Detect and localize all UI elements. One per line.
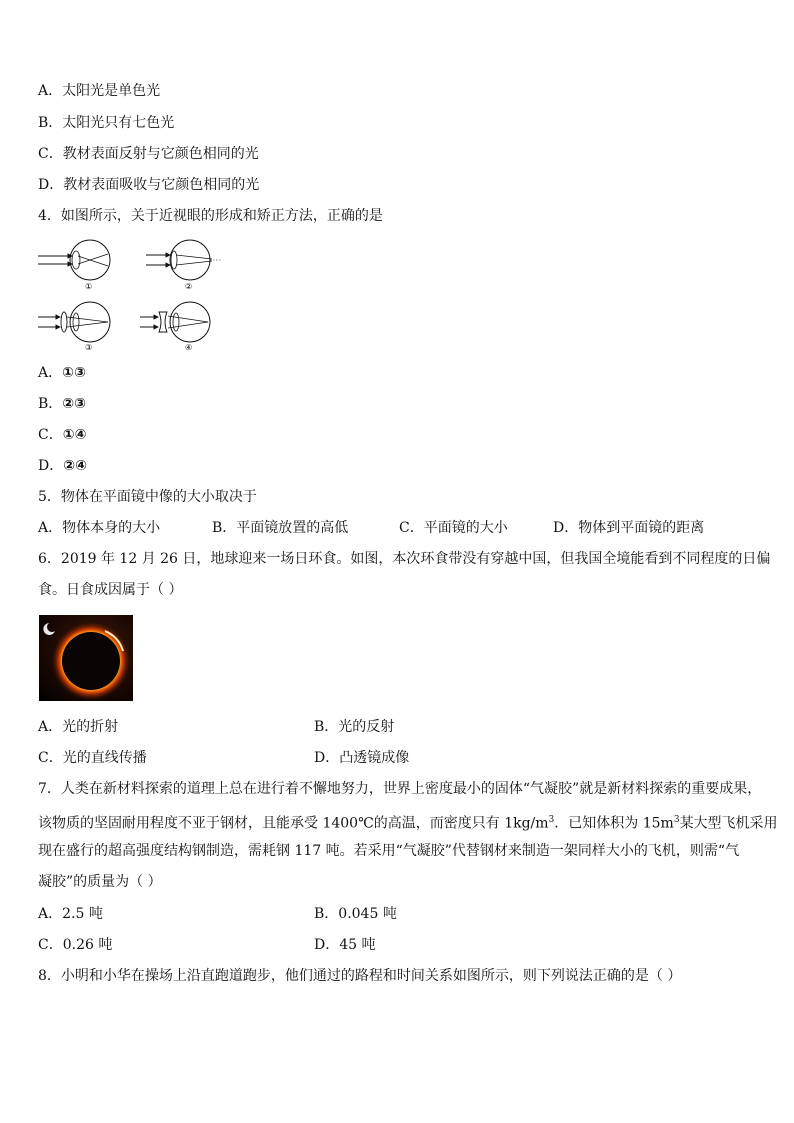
q3-option-c: C．教材表面反射与它颜色相同的光: [38, 146, 259, 162]
q5-option-a: A．物体本身的大小: [38, 520, 161, 536]
q8-stem: 8．小明和小华在操场上沿直跑道跑步，他们通过的路程和时间关系如图所示，则下列说法正确的是（ ）: [38, 968, 682, 984]
eclipse-graphic: [39, 615, 133, 701]
solar-eclipse-image: [39, 615, 133, 701]
q7-line3: 现在盛行的超高强度结构钢制造，需耗钢 117 吨。若采用“气凝胶”代替钢材来制造一架同样大小的飞机，则需“气: [38, 843, 740, 859]
q7-option-c: C．0.26 吨: [38, 937, 113, 953]
q7-line1: 7．人类在新材料探索的道理上总在进行着不懈地努力，世界上密度最小的固体“气凝胶”就是新材料探索的重要成果，: [38, 781, 762, 797]
q4-option-d: D．②④: [38, 458, 87, 474]
q5-option-d: D．物体到平面镜的距离: [553, 520, 705, 536]
q3-option-a: A．太阳光是单色光: [38, 83, 161, 99]
eye-label-4: ④: [185, 343, 193, 352]
q3-option-d: D．教材表面吸收与它颜色相同的光: [38, 177, 260, 193]
q5-option-b: B．平面镜放置的高低: [212, 520, 349, 536]
q7-option-a: A．2.5 吨: [38, 906, 103, 922]
eye-label-1: ①: [85, 282, 93, 291]
q7-option-d: D．45 吨: [314, 937, 376, 953]
eye-figure-2: [146, 240, 222, 291]
q4-stem: 4．如图所示，关于近视眼的形成和矫正方法，正确的是: [38, 208, 383, 224]
q3-option-b: B．太阳光只有七色光: [38, 115, 175, 131]
q6-stem-line1: 6．2019 年 12 月 26 日，地球迎来一场日环食。如图，本次环食带没有穿越中国，但我国全境能看到不同程度的日偏: [38, 551, 771, 567]
eye-label-2: ②: [185, 282, 193, 291]
q4-option-b: B．②③: [38, 396, 87, 412]
eye-figure-1: [38, 240, 110, 291]
q7-line2: 该物质的坚固耐用程度不亚于钢材，且能承受 1400℃的高温，而密度只有 $1kg/m^3$．已知体积为 $15m^3$某大型飞机采用: [38, 815, 778, 832]
eye-diagram: [36, 238, 226, 354]
q4-option-a: A．①③: [38, 365, 86, 381]
eye-figure-3: [38, 302, 110, 352]
q6-option-d: D．凸透镜成像: [314, 750, 410, 766]
eye-figure-4: [140, 302, 210, 352]
q6-stem-line2: 食。日食成因属于（ ）: [38, 582, 183, 598]
q5-stem: 5．物体在平面镜中像的大小取决于: [38, 489, 257, 505]
q6-option-c: C．光的直线传播: [38, 750, 147, 766]
q4-option-c: C．①④: [38, 427, 87, 443]
q7-line4: 凝胶”的质量为（ ）: [38, 874, 162, 890]
q5-option-c: C．平面镜的大小: [399, 520, 508, 536]
eye-label-3: ③: [85, 343, 93, 352]
q6-option-a: A．光的折射: [38, 719, 119, 735]
q7-option-b: B．0.045 吨: [314, 906, 397, 922]
q6-option-b: B．光的反射: [314, 719, 395, 735]
